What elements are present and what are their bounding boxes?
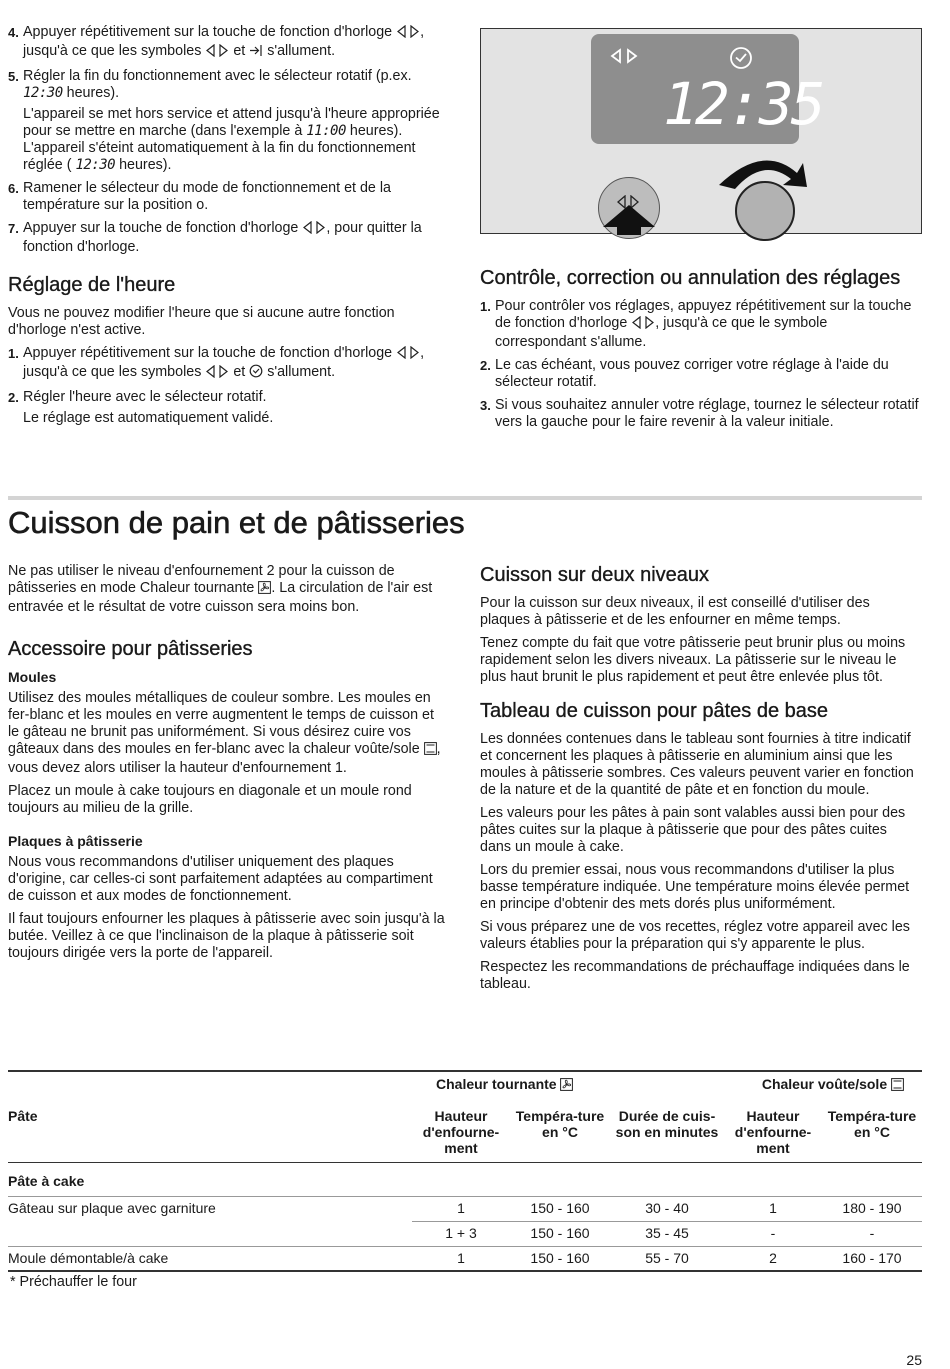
end-time-icon <box>249 44 263 62</box>
subheading-plaques: Plaques à pâtisserie <box>8 833 143 849</box>
col-hauteur-1: Hauteur d'enfourne-ment <box>422 1108 500 1156</box>
lcd-time: 12:30 <box>23 85 63 101</box>
baking-table <box>8 1070 922 1291</box>
display-panel <box>591 34 823 144</box>
accessories-column: Ne pas utiliser le niveau d'enfournement 2 pour la cuisson de pâtisseries en mode Chaleur tournante . La circulation de l'air est entravée et le résultat de votre cuisson sera moins bon. Accessoire pour pâtisseries Moules Utilisez des moules métalliques de couleur sombre. Les moules en fer-blanc et les moules en verre augmentent le temps de cuisson et le gâteau ne brunit pas uniformément. Si vous désirez cuire vos gâteaux dans des moules en fer-blanc avec la chaleur voûte/sole , vous devez alors utiliser la hauteur d'enfournement 1. Placez un moule à cake toujours en diagonale et un moule rond toujours au milieu de la grille. Plaques à pâtisserie Nous vous recommandons d'utiliser uniquement des plaques d'origine, car celles-ci sont parfaitement adaptées au compartiment de cuisson et aux modes de fonctionnement. Il faut toujours enfourner les plaques à pâtisserie avec soin jusqu'à la butée. Veillez à ce que l'inclinaison de la plaque à pâtisserie soit toujours dirigée vers la porte de l'appareil. <box>8 563 448 968</box>
heading-tableau: Tableau de cuisson pour pâtes de base <box>480 700 829 722</box>
lcd-time: 12:30 <box>75 157 116 173</box>
step-7: 7. Appuyer sur la touche de fonction d'horloge , pour quitter la fonction d'horloge. <box>8 220 422 255</box>
clock-function-icon <box>205 44 229 62</box>
top-bottom-heat-icon <box>424 742 437 760</box>
fan-heat-icon <box>258 581 271 599</box>
clock-function-icon <box>609 48 639 64</box>
time-step-2: 2. Régler l'heure avec le sélecteur rotatif. Le réglage est automatiquement validé. <box>8 389 274 426</box>
step-4: 4. Appuyer répétitivement sur la touche de fonction d'horloge , jusqu'à ce que les symboles et s'allument. <box>8 24 448 62</box>
section-divider <box>8 496 922 500</box>
table-section-row <box>8 1162 922 1196</box>
heading-reglage-heure: Réglage de l'heure <box>8 274 176 296</box>
lcd-time: 11:00 <box>306 123 346 139</box>
baking-intro: Ne pas utiliser le niveau d'enfournement 2 pour la cuisson de pâtisseries en mode Chaleur tournante . La circulation de l'air est entravée et le résultat de votre cuisson sera moins bon. <box>8 563 433 615</box>
col-temperature-2: Tempéra-ture en °C <box>827 1108 917 1140</box>
heading-deux-niveaux: Cuisson sur deux niveaux <box>480 564 710 586</box>
table-footnote: * Préchauffer le four <box>10 1274 137 1290</box>
table-row: 1 + 3 150 - 160 35 - 45 - - <box>8 1221 922 1246</box>
col-hauteur-2: Hauteur d'enfourne-ment <box>734 1108 812 1156</box>
control-step-3: 3. Si vous souhaitez annuler votre réglage, tournez le sélecteur rotatif vers la gauche pour le faire revenir à la valeur initiale. <box>480 397 919 430</box>
group-chaleur-voute-sole: Chaleur voûte/sole <box>724 1072 922 1098</box>
section-pate-a-cake: Pâte à cake <box>8 1172 85 1189</box>
table-row: Moule démontable/à cake 1 150 - 160 55 - 70 2 160 - 170 <box>8 1246 922 1271</box>
page-number: 25 <box>906 1352 922 1368</box>
table-column-header <box>8 1098 922 1162</box>
top-bottom-heat-icon <box>891 1078 904 1094</box>
heading-controle: Contrôle, correction ou annulation des réglages <box>480 267 901 289</box>
clock-function-icon <box>631 316 655 334</box>
control-panel-figure <box>480 28 922 234</box>
step-5: 5. Régler la fin du fonctionnement avec le sélecteur rotatif (p.ex. 12:30 heures). L'appareil se met hors service et attend jusqu'à l'heure appropriée pour se mettre en marche (dans l'exemple à 11:00 heures). L'appareil s'éteint automatiquement à la fin du fonctionnement réglée ( 12:30 heures). <box>8 68 440 173</box>
table-row: Gâteau sur plaque avec garniture 1 150 - 160 30 - 40 1 180 - 190 <box>8 1196 922 1221</box>
time-step-1: 1. Appuyer répétitivement sur la touche de fonction d'horloge , jusqu'à ce que les symboles et s'allument. <box>8 345 448 383</box>
col-duree: Durée de cuis-son en minutes <box>615 1108 719 1140</box>
fan-heat-icon <box>560 1078 573 1094</box>
clock-function-icon <box>302 221 326 239</box>
baking-tips-column: Cuisson sur deux niveaux Pour la cuisson sur deux niveaux, il est conseillé d'utiliser des plaques à pâtisserie et de les enfourner en même temps. Tenez compte du fait que votre pâtisserie peut brunir plus ou moins rapidement selon les divers niveaux. La pâtisserie sur le niveau le plus haut brunit le plus rapidement et peut être enlevée plus tôt. Tableau de cuisson pour pâtes de base Les données contenues dans le tableau sont fournies à titre indicatif et concernent les plaques à pâtisserie en aluminium ainsi que les moules à pâtisserie sombres. Ces valeurs peuvent varier en fonction de la nature et de la quantité de pâte et en fonction du moule. Les valeurs pour les pâtes à pain sont valables aussi bien pour des pâtes cuites sur la plaque à pâtisserie que pour des pâtes cuites dans un moule à cake. Lors du premier essai, nous vous recommandons d'utiliser la plus basse température indiquée. Une température moins élevée permet en principe d'obtenir des mets dorés plus uniformément. Si vous préparez une de vos recettes, réglez votre appareil avec les valeurs établies pour la préparation qui s'y apparente le plus. Respectez les recommandations de préchauffage indiquées dans le tableau. <box>480 564 920 999</box>
section-title: Cuisson de pain et de pâtisseries <box>8 505 465 540</box>
rotate-arrow-icon <box>717 151 809 191</box>
clock-icon <box>249 364 263 383</box>
control-step-2: 2. Le cas échéant, vous pouvez corriger votre réglage à l'aide du sélecteur rotatif. <box>480 357 889 390</box>
clock-icon <box>729 46 753 70</box>
press-arrow-icon <box>599 205 659 235</box>
reglage-intro: Vous ne pouvez modifier l'heure que si aucune autre fonction d'horloge n'est active. <box>8 305 395 338</box>
subheading-moules: Moules <box>8 669 57 685</box>
clock-function-icon <box>205 365 229 383</box>
clock-function-icon <box>396 25 420 43</box>
step-number: 4. <box>8 25 19 40</box>
control-step-1: 1. Pour contrôler vos réglages, appuyez répétitivement sur la touche de fonction d'horloge , jusqu'à ce que le symbole correspondant s'allume. <box>480 298 912 350</box>
heading-accessoire: Accessoire pour pâtisseries <box>8 638 253 660</box>
display-time: 12:35 <box>663 70 823 138</box>
control-column <box>480 267 920 437</box>
clock-function-icon <box>396 346 420 364</box>
group-chaleur-tournante: Chaleur tournante <box>412 1072 724 1098</box>
step-6: 6. Ramener le sélecteur du mode de fonctionnement et de la température sur la position o. <box>8 180 391 213</box>
col-temperature-1: Tempéra-ture en °C <box>515 1108 605 1140</box>
col-pate: Pâte <box>8 1108 38 1124</box>
clock-steps-column <box>8 24 448 433</box>
table-group-header <box>8 1072 922 1098</box>
